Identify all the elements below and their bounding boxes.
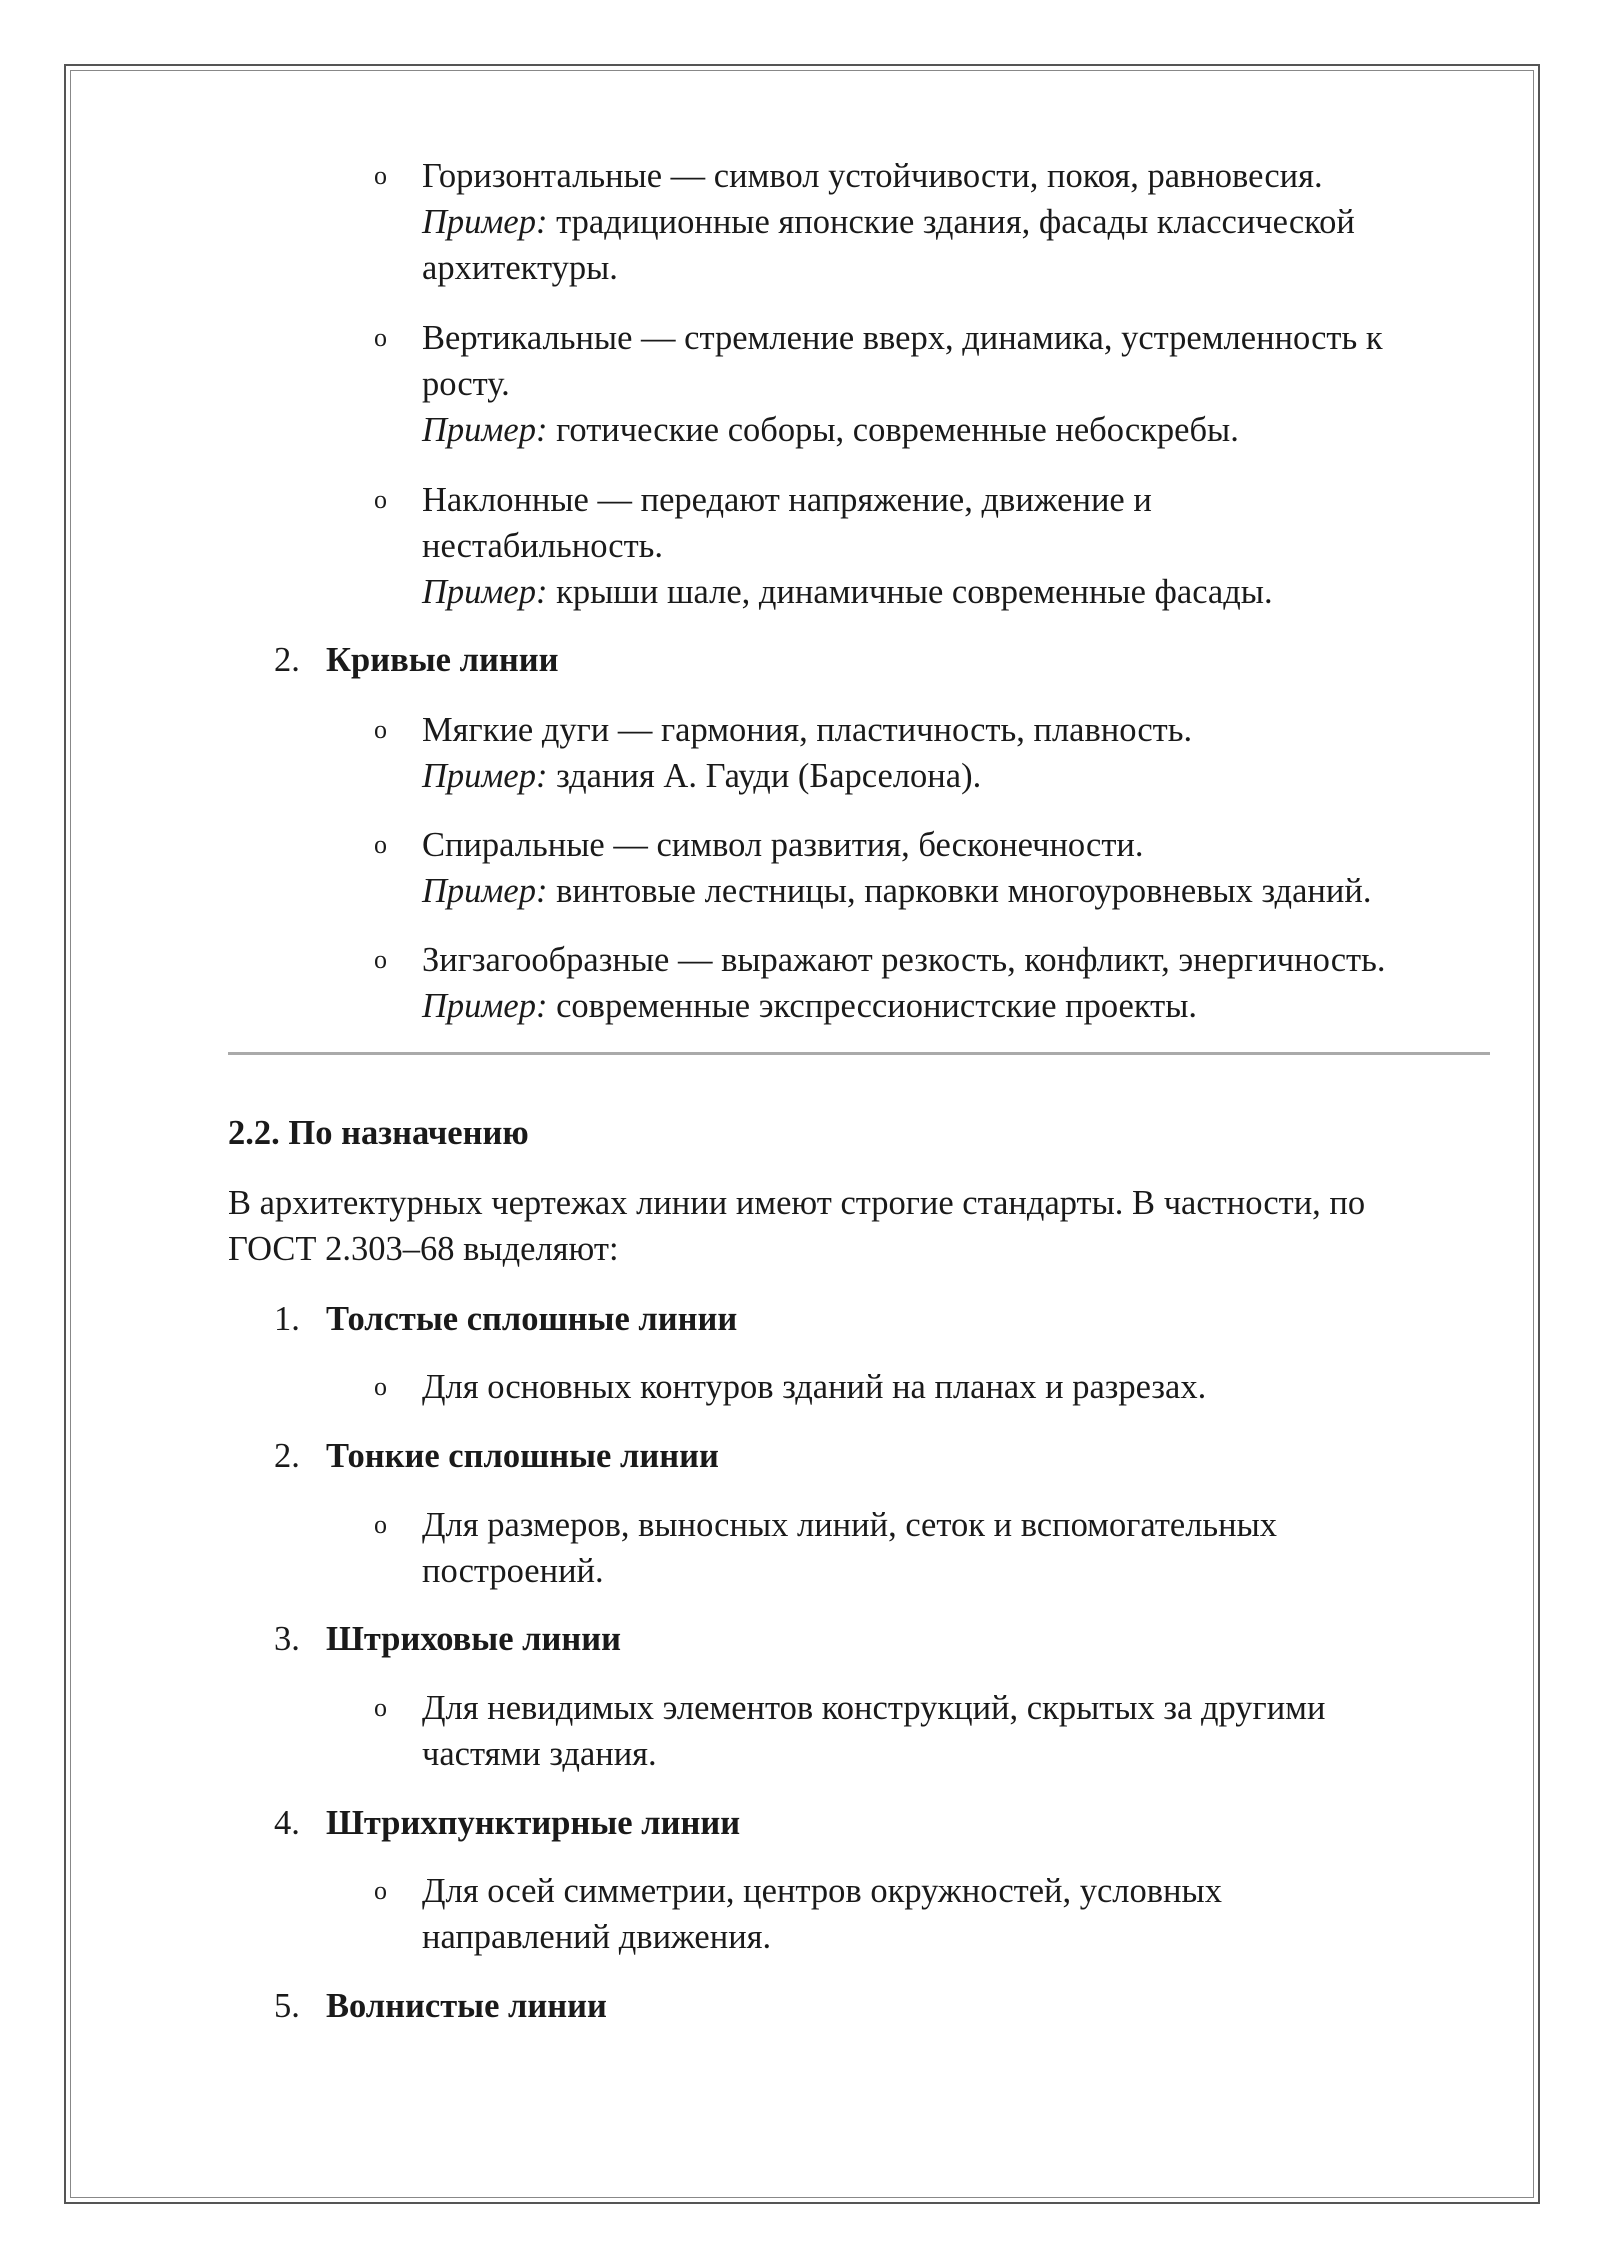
list-bullet: o (374, 485, 387, 514)
list-item-title: Тонкие сплошные линии (326, 1437, 719, 1475)
example-line (422, 753, 981, 799)
list-item-text: Мягкие дуги — гармония, пластичность, плавность. (422, 711, 1193, 749)
list-bullet: o (374, 945, 387, 974)
example-label: Пример: (422, 872, 548, 910)
list-number: 3. (274, 1620, 300, 1658)
list-bullet: o (374, 323, 387, 352)
example-line (422, 569, 1273, 615)
list-item-text: Для невидимых элементов конструкций, скрытых за другими (422, 1689, 1326, 1727)
list-bullet: o (374, 830, 387, 859)
list-bullet: o (374, 1876, 387, 1905)
list-item-text: Для основных контуров зданий на планах и разрезах. (422, 1368, 1207, 1406)
list-item-text: Наклонные — передают напряжение, движение и (422, 481, 1152, 519)
list-item-text-cont: нестабильность. (422, 527, 664, 565)
example-line (422, 868, 1371, 914)
list-item-text: Спиральные — символ развития, бесконечности. (422, 826, 1144, 864)
example-line (422, 199, 1355, 245)
example-text: готические соборы, современные небоскребы. (547, 411, 1239, 449)
list-item-text: Для осей симметрии, центров окружностей, условных (422, 1872, 1222, 1910)
list-number: 2. (274, 641, 300, 679)
example-text: винтовые лестницы, парковки многоуровневых зданий. (547, 872, 1372, 910)
example-label: Пример: (422, 987, 548, 1025)
list-bullet: o (374, 1693, 387, 1722)
list-bullet: o (374, 1510, 387, 1539)
list-number: 4. (274, 1804, 300, 1842)
list-bullet: o (374, 715, 387, 744)
list-item-text-cont: направлений движения. (422, 1918, 772, 1956)
example-line (422, 983, 1197, 1029)
example-label: Пример: (422, 573, 548, 611)
example-text: здания А. Гауди (Барселона). (547, 757, 982, 795)
list-item-text: Вертикальные — стремление вверх, динамика, устремленность к (422, 319, 1383, 357)
example-text: современные экспрессионистские проекты. (547, 987, 1198, 1025)
intro-paragraph-line: ГОСТ 2.303–68 выделяют: (228, 1230, 619, 1268)
example-label: Пример: (422, 203, 548, 241)
example-label: Пример: (422, 411, 548, 449)
list-item-title: Штриховые линии (326, 1620, 622, 1658)
list-bullet: o (374, 1372, 387, 1401)
list-item-text-cont: частями здания. (422, 1735, 657, 1773)
list-number: 1. (274, 1300, 300, 1338)
example-text: крыши шале, динамичные современные фасады. (547, 573, 1273, 611)
list-item-title: Штрихпунктирные линии (326, 1804, 741, 1842)
example-text-cont: архитектуры. (422, 249, 618, 287)
list-item-text: Для размеров, выносных линий, сеток и вспомогательных (422, 1506, 1278, 1544)
section-heading: 2.2. По назначению (228, 1114, 529, 1152)
example-label: Пример: (422, 757, 548, 795)
list-item-title: Кривые линии (326, 641, 559, 679)
list-item-text-cont: построений. (422, 1552, 604, 1590)
list-number: 5. (274, 1987, 300, 2025)
list-item-text-cont: росту. (422, 365, 510, 403)
example-text: традиционные японские здания, фасады классической (547, 203, 1355, 241)
list-number: 2. (274, 1437, 300, 1475)
list-item-text: Горизонтальные — символ устойчивости, покоя, равновесия. (422, 157, 1323, 195)
list-item-title: Толстые сплошные линии (326, 1300, 738, 1338)
example-line (422, 407, 1239, 453)
list-item-title: Волнистые линии (326, 1987, 607, 2025)
list-bullet: o (374, 161, 387, 190)
list-item-text: Зигзагообразные — выражают резкость, конфликт, энергичность. (422, 941, 1386, 979)
section-divider (228, 1052, 1490, 1055)
intro-paragraph-line: В архитектурных чертежах линии имеют строгие стандарты. В частности, по (228, 1184, 1366, 1222)
